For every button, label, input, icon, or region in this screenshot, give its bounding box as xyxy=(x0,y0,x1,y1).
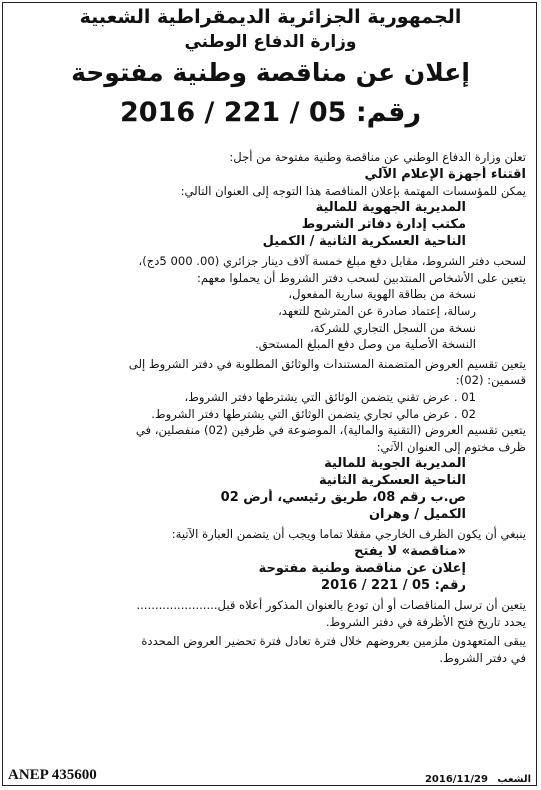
commitment-text: يبقى المتعهدون ملزمين بعروضهم خلال فترة تعادل فترة تحضير العروض المحددة xyxy=(141,634,526,649)
document-item: النسخة الأصلية من وصل دفع المبلغ المستحق. xyxy=(255,337,476,352)
destination-line-4: الكميل / وهران xyxy=(368,507,466,523)
destination-line-1: المديرية الجوية للمالية xyxy=(324,456,466,472)
notice-body xyxy=(12,149,526,666)
envelope-text-2: ظرف مختوم إلى العنوان الآتي: xyxy=(376,439,526,454)
tender-object: اقتناء أجهزة الإعلام الآلي xyxy=(364,166,526,182)
document-item: نسخة من بطاقة الهوية سارية المفعول، xyxy=(288,287,476,302)
send-offers-text: يتعين أن ترسل المناقصات أو أن تودع بالعنوان المذكور أعلاه قبل...................... xyxy=(136,597,526,612)
destination-line-3: ص.ب رقم 08، طريق رئيسي، أرض 02 xyxy=(220,490,466,506)
address-line-2: مكتب إدارة دفاتر الشروط xyxy=(301,217,466,233)
commitment-text-2: في دفتر الشروط. xyxy=(439,650,526,665)
republic-heading: الجمهورية الجزائرية الديمقراطية الشعبية xyxy=(79,6,462,28)
anep-code: ANEP 435600 xyxy=(8,767,97,783)
outer-envelope-text: ينبغي أن يكون الظرف الخارجي مقفلا تماما ويجب أن يتضمن العبارة الآتية: xyxy=(171,527,526,542)
publication-date: 2016/11/29 xyxy=(424,774,488,785)
notice-title-repeat: إعلان عن مناقصة وطنية مفتوحة xyxy=(258,560,466,576)
newspaper-name: الشعب xyxy=(497,774,531,785)
technical-offer: 01 . عرض تقني يتضمن الوثائق التي يشترطها دفتر الشروط، xyxy=(184,389,476,404)
intro-text: تعلن وزارة الدفاع الوطني عن مناقصة وطنية مفتوحة من أجل: xyxy=(229,150,526,164)
ministry-heading: وزارة الدفاع الوطني xyxy=(184,32,357,52)
withdrawal-text: لسحب دفتر الشروط، مقابل دفع مبلغ خمسة آلاف دينار جزائري (00. 000 5دج)، xyxy=(138,254,526,269)
address-line-1: المديرية الجهوية للمالية xyxy=(315,200,466,216)
reference-number: رقم: 05 / 221 / 2016 xyxy=(119,97,422,128)
address-line-3: الناحية العسكرية الثانية / الكميل xyxy=(262,234,466,250)
destination-line-2: الناحية العسكرية الثانية xyxy=(318,473,466,489)
reference-repeat: رقم: 05 / 221 / 2016 xyxy=(321,577,466,593)
document-item: رسالة، إعتماد صادرة عن المترشح للتعهد، xyxy=(278,303,476,318)
notice-title: إعلان عن مناقصة وطنية مفتوحة xyxy=(71,58,470,87)
financial-offer: 02 . عرض مالي تجاري يتضمن الوثائق التي يشترطها دفتر الشروط. xyxy=(151,406,476,421)
split-offers-text-2: قسمين: (02): xyxy=(455,373,526,388)
document-item: نسخة من السجل التجاري للشركة، xyxy=(310,320,476,335)
opening-date-text: يحدد تاريخ فتح الأظرفة في دفتر الشروط. xyxy=(325,614,526,629)
publication-info xyxy=(419,774,531,785)
do-not-open-label: «مناقصة» لا يفتح xyxy=(354,543,466,559)
delegates-text: يتعين على الأشخاص المنتدبين لسحب دفتر الشروط أن يحملوا معهم: xyxy=(196,270,526,285)
envelope-text: يتعين تقسيم العروض (التقنية والمالية)، الموضوعة في ظرفين (02) منفصلين، في xyxy=(135,423,526,438)
split-offers-text: يتعين تقسيم العروض المتضمنة المستندات والوثائق المطلوبة في دفتر الشروط إلى xyxy=(128,356,526,371)
address-intro: يمكن للمؤسسات المهتمة بإعلان المناقصة هذا التوجه إلى العنوان التالي: xyxy=(180,183,526,198)
